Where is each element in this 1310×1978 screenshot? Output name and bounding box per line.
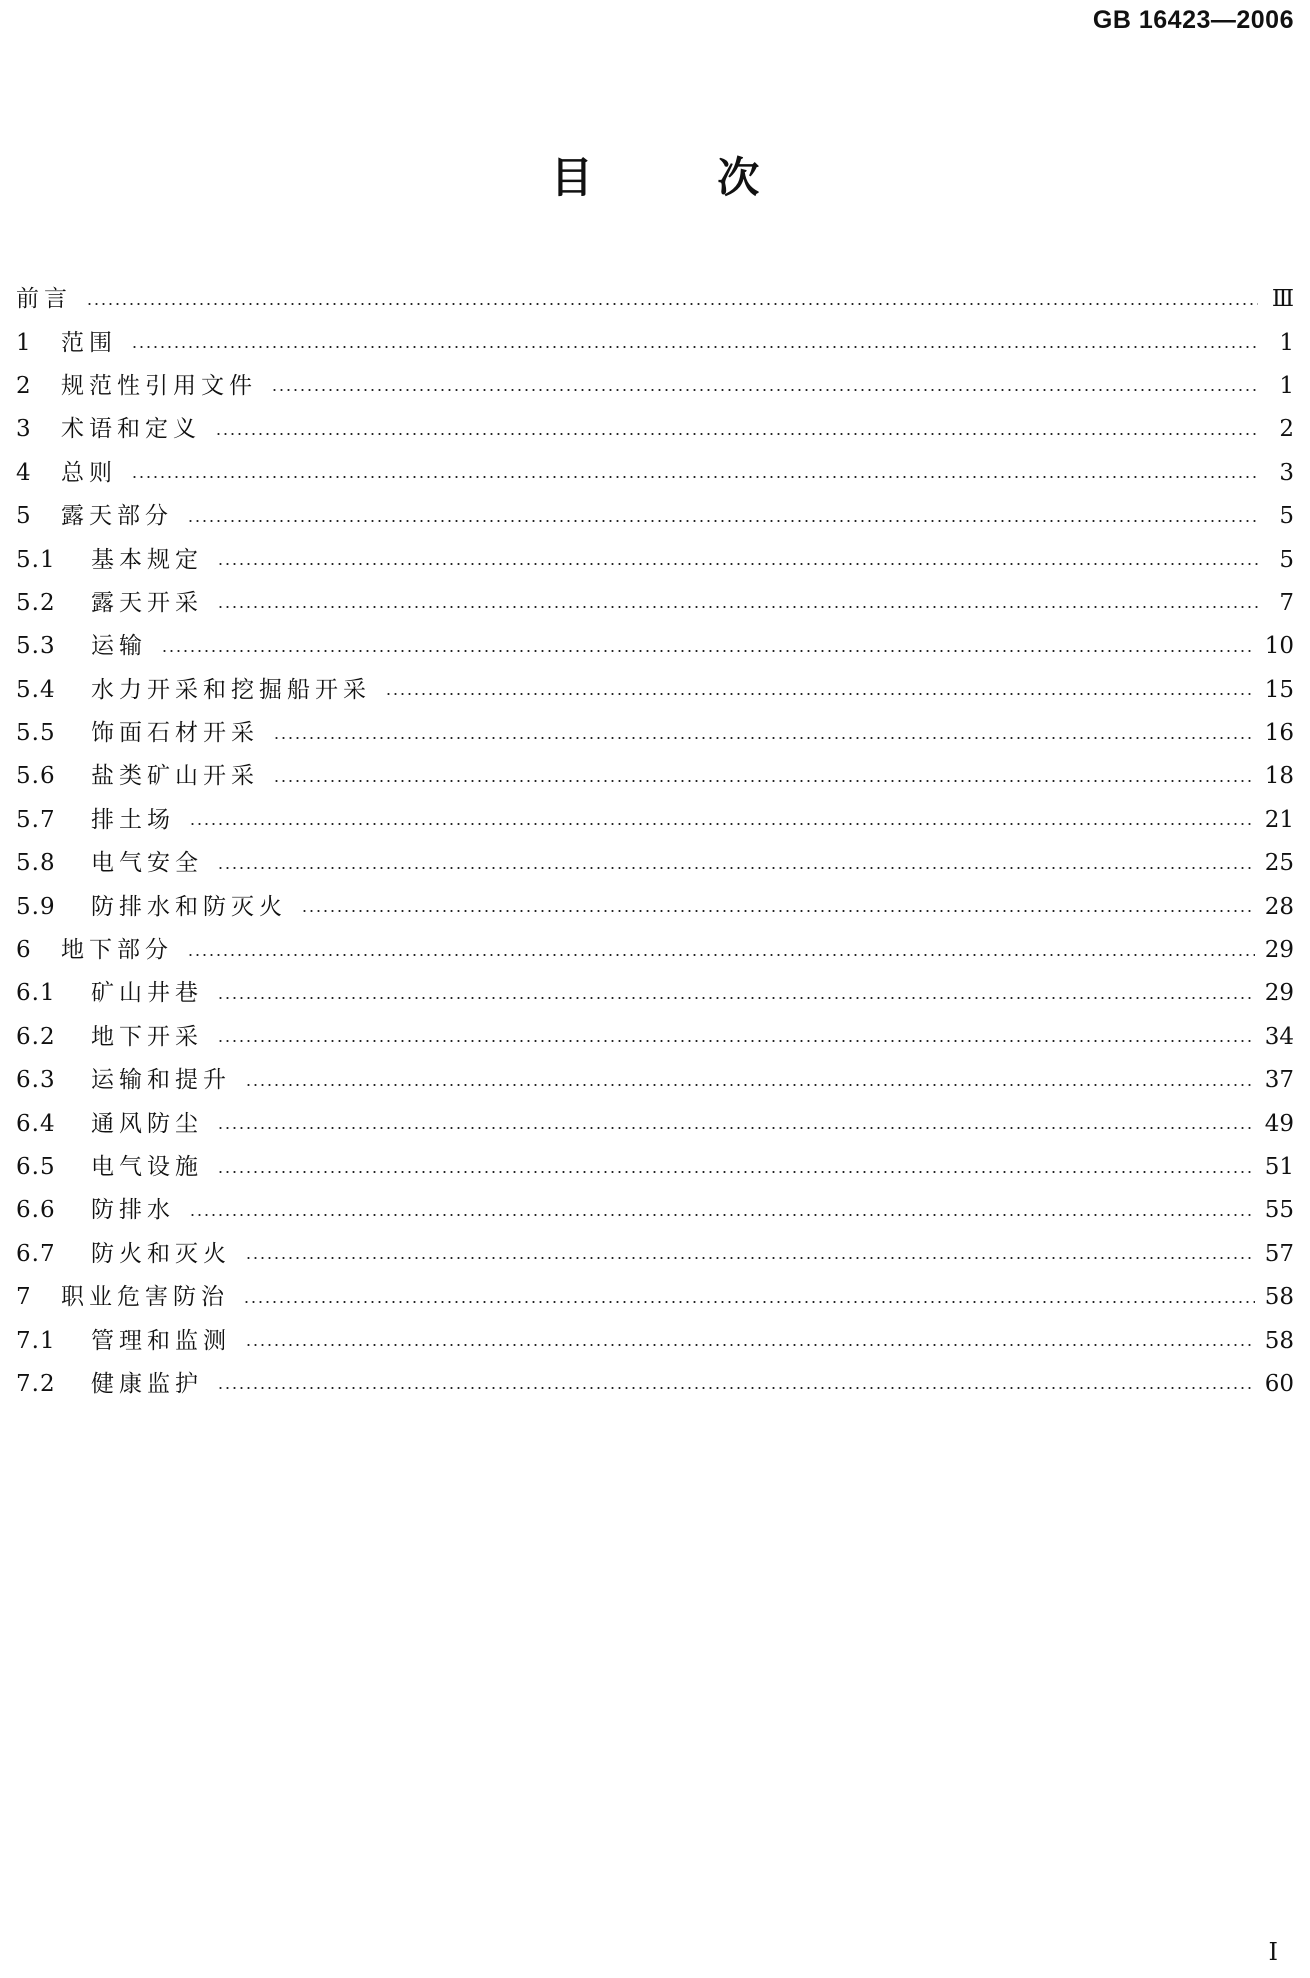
toc-entry-page: 15: [1264, 676, 1294, 703]
toc-entry-title: 前言: [16, 286, 72, 313]
toc-entry-title: 术语和定义: [61, 416, 201, 443]
toc-entry[interactable]: [16, 755, 1294, 798]
dot-leader: [245, 1343, 1255, 1347]
toc-entry-page: 51: [1264, 1154, 1294, 1180]
toc-entry-page: 34: [1264, 1023, 1294, 1050]
toc-entry-number: 6.3: [16, 1067, 56, 1094]
toc-entry[interactable]: [16, 278, 1294, 321]
toc-entry-title: 矿山井巷: [91, 980, 203, 1007]
toc-entry-page: 55: [1264, 1197, 1294, 1224]
toc-entry-number: 5.7: [16, 806, 56, 833]
toc-entry-page: 21: [1264, 806, 1294, 833]
toc-entry-number: 5.2: [16, 589, 56, 616]
toc-entry[interactable]: [16, 885, 1294, 928]
dot-leader: [217, 562, 1258, 566]
toc-entry-page: 60: [1264, 1370, 1294, 1397]
toc-entry-page: 5: [1279, 503, 1294, 530]
toc-entry[interactable]: [16, 495, 1294, 538]
toc-entry-number: 5.8: [16, 850, 56, 877]
toc-entry-number: 3: [16, 416, 32, 443]
toc-entry-number: 5.3: [16, 633, 56, 660]
toc-entry-title: 健康监护: [91, 1370, 203, 1397]
dot-leader: [131, 345, 1258, 349]
toc-entry[interactable]: [16, 582, 1294, 625]
toc-entry[interactable]: [16, 625, 1294, 668]
toc-entry-title: 防排水: [91, 1197, 175, 1224]
toc-entry-number: 5: [16, 503, 32, 530]
toc-entry-number: 4: [16, 459, 32, 486]
dot-leader: [217, 1126, 1255, 1130]
toc-entry-title: 职业危害防治: [61, 1284, 229, 1311]
toc-entry[interactable]: [16, 1016, 1294, 1059]
toc-entry-number: 6.1: [16, 980, 56, 1007]
page-number: I: [1268, 1938, 1278, 1966]
toc-entry[interactable]: [16, 712, 1294, 755]
dot-leader: [273, 779, 1255, 783]
toc-entry[interactable]: [16, 1319, 1294, 1362]
toc-entry[interactable]: [16, 1146, 1294, 1189]
toc-entry-page: 29: [1264, 937, 1294, 964]
toc-entry-page: 57: [1264, 1240, 1294, 1267]
toc-entry-page: 29: [1264, 980, 1294, 1007]
dot-leader: [86, 302, 1258, 306]
toc-entry-page: 25: [1264, 850, 1294, 877]
toc-entry-title: 水力开采和挖掘船开采: [91, 676, 371, 703]
toc-entry-number: 6.7: [16, 1240, 56, 1267]
toc-entry-title: 基本规定: [91, 546, 203, 573]
toc-entry-number: 5.1: [16, 546, 56, 573]
toc-entry-page: 16: [1264, 720, 1294, 747]
toc-entry[interactable]: [16, 1276, 1294, 1319]
toc-entry-title: 运输: [91, 633, 147, 660]
toc-entry[interactable]: [16, 842, 1294, 885]
toc-entry-number: 6.6: [16, 1197, 56, 1224]
dot-leader: [217, 996, 1255, 1000]
toc-entry-number: 7.1: [16, 1327, 56, 1354]
toc-entry-page: 1: [1279, 329, 1294, 356]
dot-leader: [187, 519, 1258, 523]
toc-entry-page: 37: [1264, 1067, 1294, 1094]
dot-leader: [245, 1083, 1255, 1087]
dot-leader: [301, 909, 1255, 913]
toc-entry-title: 盐类矿山开采: [91, 763, 259, 790]
toc-entry-title: 电气安全: [91, 850, 203, 877]
toc-entry-number: 5.6: [16, 763, 56, 790]
toc-entry-title: 通风防尘: [91, 1110, 203, 1137]
toc-entry[interactable]: [16, 929, 1294, 972]
toc-entry[interactable]: [16, 1233, 1294, 1276]
toc-entry-page: 2: [1279, 416, 1294, 443]
toc-entry-page: 7: [1279, 589, 1294, 616]
toc-entry-title: 地下开采: [91, 1023, 203, 1050]
toc-entry-title: 总则: [61, 459, 117, 486]
toc-entry-page: Ⅲ: [1271, 286, 1294, 313]
toc-entry[interactable]: [16, 1189, 1294, 1232]
toc-entry[interactable]: [16, 669, 1294, 712]
dot-leader: [271, 388, 1258, 392]
toc-entry-title: 电气设施: [91, 1154, 203, 1180]
toc-entry-page: 28: [1264, 893, 1294, 920]
toc-entry[interactable]: [16, 365, 1294, 408]
toc-entry-title: 露天开采: [91, 589, 203, 616]
toc-entry[interactable]: [16, 321, 1294, 364]
dot-leader: [217, 866, 1255, 870]
toc-entry-page: 5: [1279, 546, 1294, 573]
toc-entry-number: 6.2: [16, 1023, 56, 1050]
page-title: 目 次: [550, 153, 760, 202]
toc-entry-title: 防火和灭火: [91, 1240, 231, 1267]
toc-entry-number: 6.4: [16, 1110, 56, 1137]
toc-entry-number: 5.5: [16, 720, 56, 747]
toc-entry-page: 18: [1264, 763, 1294, 790]
toc-entry[interactable]: [16, 452, 1294, 495]
toc-entry-title: 运输和提升: [91, 1067, 231, 1094]
toc-entry-title: 管理和监测: [91, 1327, 231, 1354]
dot-leader: [243, 1300, 1255, 1304]
dot-leader: [189, 822, 1255, 826]
toc-entry-title: 地下部分: [61, 937, 173, 964]
dot-leader: [189, 1213, 1255, 1217]
toc-entry-page: 49: [1264, 1110, 1294, 1137]
dot-leader: [273, 736, 1255, 740]
dot-leader: [217, 1386, 1255, 1390]
toc-entry[interactable]: [16, 408, 1294, 451]
toc-entry-number: 6: [16, 937, 32, 964]
toc-entry-title: 防排水和防灭火: [91, 893, 287, 920]
dot-leader: [217, 1039, 1255, 1043]
dot-leader: [217, 605, 1258, 609]
toc-entry-page: 1: [1279, 372, 1294, 399]
toc-entry-title: 露天部分: [61, 503, 173, 530]
toc-entry-number: 2: [16, 372, 32, 399]
dot-leader: [385, 692, 1255, 696]
toc-entry-page: 58: [1264, 1284, 1294, 1311]
toc-entry[interactable]: [16, 1363, 1294, 1406]
dot-leader: [187, 953, 1255, 957]
toc-entry-number: 5.9: [16, 893, 56, 920]
toc-entry-title: 规范性引用文件: [61, 372, 257, 399]
toc-entry-number: 7.2: [16, 1370, 56, 1397]
toc-entry-number: 1: [16, 329, 32, 356]
dot-leader: [215, 432, 1258, 436]
toc-entry-title: 饰面石材开采: [91, 720, 259, 747]
toc-entry-page: 3: [1279, 459, 1294, 486]
toc-entry-number: 7: [16, 1284, 32, 1311]
standard-code-header: GB 16423—2006: [1092, 6, 1294, 34]
dot-leader: [161, 649, 1255, 653]
dot-leader: [245, 1256, 1255, 1260]
toc-entry[interactable]: [16, 538, 1294, 581]
toc-entry[interactable]: [16, 799, 1294, 842]
toc-entry[interactable]: [16, 1059, 1294, 1102]
toc-entry-number: 5.4: [16, 676, 56, 703]
dot-leader: [131, 475, 1258, 479]
toc-entry[interactable]: [16, 972, 1294, 1015]
toc-entry-title: 排土场: [91, 806, 175, 833]
dot-leader: [217, 1170, 1255, 1174]
toc-entry-number: 6.5: [16, 1154, 56, 1180]
toc-entry-title: 范围: [61, 329, 117, 356]
table-of-contents: [16, 278, 1294, 1406]
toc-entry[interactable]: [16, 1102, 1294, 1145]
toc-entry-page: 58: [1264, 1327, 1294, 1354]
toc-entry-page: 10: [1264, 633, 1294, 660]
